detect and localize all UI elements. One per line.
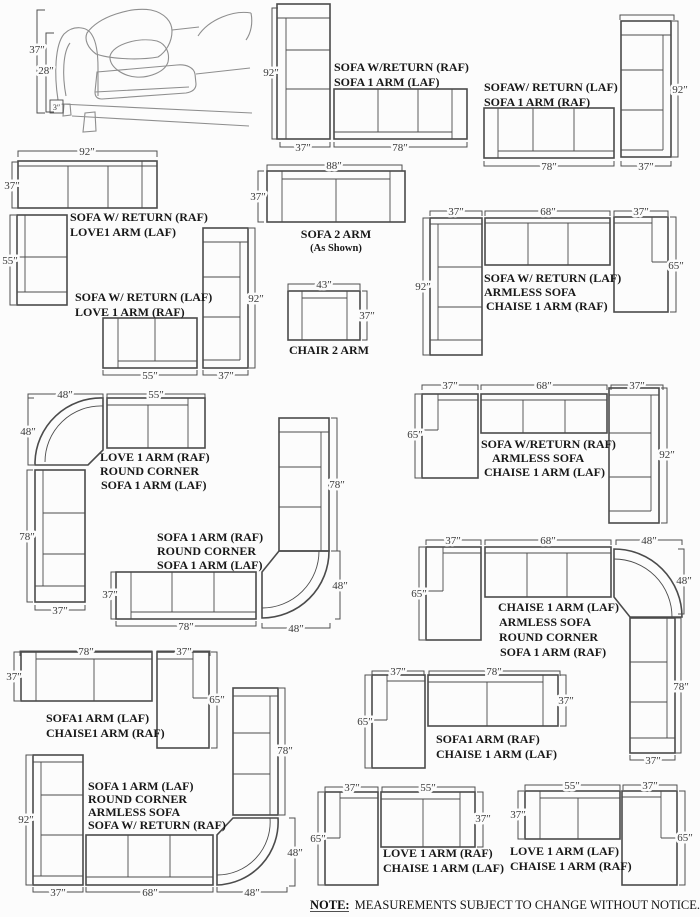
config-label: LOVE 1 ARM (RAF) bbox=[383, 846, 493, 860]
arm-crease bbox=[64, 43, 70, 96]
sofa-piece bbox=[630, 618, 675, 753]
config-label: SOFA1 ARM (LAF) bbox=[46, 711, 150, 725]
dim-label: 28″ bbox=[38, 65, 54, 77]
dim-brackets bbox=[288, 284, 367, 340]
dim-label: 48″ bbox=[641, 535, 657, 547]
dim-label: 48″ bbox=[57, 389, 73, 401]
dim-label: 92″ bbox=[659, 449, 675, 461]
dim-label: 37″ bbox=[250, 191, 266, 203]
front-leg bbox=[83, 112, 96, 132]
config-label: CHAISE1 ARM (RAF) bbox=[46, 726, 165, 740]
dim-label: 55″ bbox=[420, 782, 436, 794]
config-return-raf-armless-chaise-laf bbox=[407, 380, 675, 523]
piece-detail-lines bbox=[302, 291, 347, 340]
dim-label: 78″ bbox=[486, 666, 502, 678]
config-label: ARMLESS SOFA bbox=[88, 805, 181, 819]
config-label: SOFAW/ RETURN (LAF) bbox=[484, 80, 618, 94]
chaise-piece bbox=[157, 652, 209, 748]
dim-label: 65″ bbox=[209, 694, 225, 706]
sofa-piece bbox=[428, 675, 558, 726]
config-label: CHAISE 1 ARM (LAF) bbox=[498, 600, 620, 614]
config-label: SOFA W/RETURN (RAF) bbox=[334, 60, 469, 74]
dim-label: 78″ bbox=[392, 142, 408, 154]
dim-label: 88″ bbox=[326, 160, 342, 172]
sofa-illustration bbox=[29, 9, 252, 132]
piece-detail-lines bbox=[36, 652, 209, 701]
dim-label: 92″ bbox=[248, 293, 264, 305]
dim-label: 37″ bbox=[633, 206, 649, 218]
config-label: SOFA W/ RETURN (RAF) bbox=[88, 818, 226, 832]
dim-label: 37″ bbox=[645, 755, 661, 767]
love-piece bbox=[17, 215, 67, 305]
sofa-return-piece bbox=[621, 21, 671, 157]
piece-detail-lines bbox=[372, 675, 543, 726]
config-sofa-w-return-raf--sofa-1-arm-laf bbox=[263, 4, 469, 154]
config-label: ROUND CORNER bbox=[88, 792, 187, 806]
dim-label: 92″ bbox=[18, 814, 34, 826]
corner-piece bbox=[217, 818, 278, 885]
dim-label: 37″ bbox=[558, 695, 574, 707]
sofa-return-piece bbox=[277, 4, 330, 139]
dim-label: 48″ bbox=[20, 426, 36, 438]
config-label: LOVE 1 ARM (RAF) bbox=[75, 305, 185, 319]
deck-lines bbox=[60, 12, 252, 126]
config-label: SOFA 1 ARM (LAF) bbox=[334, 75, 440, 89]
config-label: SOFA W/ RETURN (RAF) bbox=[70, 210, 208, 224]
dim-label: 78″ bbox=[329, 479, 345, 491]
sofa-piece-vertical bbox=[279, 418, 329, 551]
dim-label: 68″ bbox=[540, 206, 556, 218]
config-label: ROUND CORNER bbox=[100, 464, 199, 478]
dim-label: 48″ bbox=[287, 847, 303, 859]
config-label: SOFA 1 ARM (LAF) bbox=[157, 558, 263, 572]
arm-outline bbox=[56, 28, 98, 100]
piece-detail-lines bbox=[282, 171, 390, 222]
chaise-piece bbox=[426, 547, 481, 640]
dim-label: 37″ bbox=[642, 780, 658, 792]
dim-label: 68″ bbox=[142, 887, 158, 899]
dim-label: 37″ bbox=[176, 646, 192, 658]
config-label: SOFA W/ RETURN (LAF) bbox=[75, 290, 213, 304]
config-sofa-raf-chaise-laf bbox=[357, 666, 574, 768]
config-label: CHAISE 1 ARM (RAF) bbox=[510, 859, 632, 873]
config-love-raf-chaise-laf bbox=[310, 782, 504, 885]
config-love-raf-round-corner-sofa-laf bbox=[19, 389, 209, 617]
dim-label: 55″ bbox=[2, 255, 18, 267]
config-label: SOFA W/RETURN (RAF) bbox=[481, 437, 616, 451]
note-text bbox=[310, 898, 700, 912]
config-label: SOFA W/ RETURN (LAF) bbox=[484, 271, 622, 285]
dim-label: 78″ bbox=[277, 745, 293, 757]
chaise-piece bbox=[614, 217, 668, 312]
piece-detail-lines bbox=[325, 792, 460, 847]
dim-label: 48″ bbox=[332, 580, 348, 592]
dim-label: 55″ bbox=[142, 370, 158, 382]
note-prefix: NOTE: bbox=[310, 898, 350, 912]
dim-label: 92″ bbox=[672, 84, 688, 96]
dim-label: 65″ bbox=[411, 588, 427, 600]
chaise-piece bbox=[325, 792, 378, 885]
seat-cushion bbox=[95, 65, 196, 99]
dim-label: 55″ bbox=[148, 389, 164, 401]
love-piece bbox=[103, 318, 197, 368]
dim-label: 48″ bbox=[676, 575, 692, 587]
dim-label: 78″ bbox=[178, 621, 194, 633]
config-label: SOFA 1 ARM (RAF) bbox=[500, 645, 607, 659]
dim-label: 37″ bbox=[448, 206, 464, 218]
dim-label: 78″ bbox=[673, 681, 689, 693]
dim-label: 37″ bbox=[629, 380, 645, 392]
dim-label: 37″ bbox=[638, 161, 654, 173]
config-label: CHAISE 1 ARM (LAF) bbox=[383, 861, 505, 875]
dim-label: 65″ bbox=[677, 832, 693, 844]
dim-label: 37″ bbox=[102, 589, 118, 601]
dim-label: 92″ bbox=[263, 67, 279, 79]
config-sofa-laf-chaise-raf bbox=[6, 646, 225, 748]
config-label: LOVE 1 ARM (RAF) bbox=[100, 450, 210, 464]
footer-note bbox=[310, 898, 700, 912]
config-label: SOFA 1 ARM (LAF) bbox=[88, 779, 194, 793]
dim-label: 37″ bbox=[445, 535, 461, 547]
sofa-return-piece bbox=[33, 755, 83, 885]
corner-piece bbox=[262, 551, 329, 618]
love-piece bbox=[107, 398, 205, 448]
corner-piece bbox=[614, 549, 682, 617]
love-piece bbox=[381, 792, 475, 847]
sofa-return-piece bbox=[609, 388, 659, 523]
config-sofa-w-return-laf--sofa-1-arm-raf bbox=[484, 15, 688, 173]
dim-label: 37″ bbox=[442, 380, 458, 392]
armless-piece bbox=[86, 835, 213, 885]
dim-label: 68″ bbox=[536, 380, 552, 392]
sofa-piece bbox=[334, 89, 467, 139]
dim-label: 37″ bbox=[50, 887, 66, 899]
dim-label: 37″ bbox=[6, 671, 22, 683]
config-label: ROUND CORNER bbox=[157, 544, 256, 558]
sofa-piece bbox=[18, 161, 157, 208]
armless-piece bbox=[485, 218, 610, 265]
config-label: CHAISE 1 ARM (LAF) bbox=[436, 747, 558, 761]
back-pillow bbox=[86, 9, 172, 58]
dim-label: 37″ bbox=[29, 44, 45, 56]
config-label: (As Shown) bbox=[310, 243, 362, 254]
config-label: SOFA 1 ARM (RAF) bbox=[157, 530, 264, 544]
config-chair-2-arm bbox=[288, 279, 375, 357]
dim-label: 68″ bbox=[540, 535, 556, 547]
dim-brackets bbox=[37, 10, 54, 113]
corner-back-line bbox=[45, 406, 103, 462]
armless-piece bbox=[485, 547, 611, 597]
note-body: MEASUREMENTS SUBJECT TO CHANGE WITHOUT NOTICE. bbox=[354, 898, 700, 912]
config-label: SOFA 1 ARM (RAF) bbox=[484, 95, 591, 109]
config-label: LOVE 1 ARM (LAF) bbox=[510, 844, 619, 858]
chaise-piece bbox=[422, 394, 478, 478]
dim-label: 65″ bbox=[407, 429, 423, 441]
dim-label: 65″ bbox=[668, 260, 684, 272]
config-label: LOVE1 ARM (LAF) bbox=[70, 225, 176, 239]
sofa-piece bbox=[35, 470, 85, 602]
dim-label: 37″ bbox=[218, 370, 234, 382]
dim-label: 55″ bbox=[564, 780, 580, 792]
dim-label: 92″ bbox=[79, 146, 95, 158]
config-love-laf-chaise-raf bbox=[510, 780, 693, 885]
config-sofa-w-return-laf--love-1-arm-raf bbox=[75, 228, 264, 382]
dim-label: 37″ bbox=[359, 310, 375, 322]
back-leg bbox=[63, 104, 71, 116]
config-label: CHAISE 1 ARM (RAF) bbox=[486, 299, 608, 313]
dim-label: 37″ bbox=[295, 142, 311, 154]
dim-label: 65″ bbox=[310, 833, 326, 845]
dim-label: 78″ bbox=[78, 646, 94, 658]
config-label: CHAISE 1 ARM (LAF) bbox=[484, 465, 606, 479]
dim-label: 3″ bbox=[52, 103, 61, 112]
config-label: ARMLESS SOFA bbox=[484, 285, 577, 299]
dim-brackets bbox=[258, 165, 402, 222]
config-label: SOFA1 ARM (RAF) bbox=[436, 732, 540, 746]
corner-back-line bbox=[262, 551, 319, 608]
dim-label: 92″ bbox=[415, 281, 431, 293]
config-label: ARMLESS SOFA bbox=[492, 451, 585, 465]
dim-label: 37″ bbox=[52, 605, 68, 617]
dim-label: 37″ bbox=[475, 813, 491, 825]
dim-label: 78″ bbox=[541, 161, 557, 173]
config-label: SOFA 2 ARM bbox=[300, 227, 372, 241]
config-return-laf-armless-chaise-raf bbox=[415, 206, 684, 355]
config-label: SOFA 1 ARM (LAF) bbox=[101, 478, 207, 492]
sofa-piece bbox=[484, 108, 614, 158]
dim-label: 78″ bbox=[19, 531, 35, 543]
piece-detail-lines bbox=[540, 791, 677, 839]
chaise-piece bbox=[372, 675, 425, 768]
dim-label: 37″ bbox=[4, 180, 20, 192]
sofa-piece bbox=[233, 688, 278, 815]
dim-label: 65″ bbox=[357, 716, 373, 728]
dim-label: 48″ bbox=[288, 623, 304, 635]
dim-label: 48″ bbox=[244, 887, 260, 899]
config-sofa-2-arm bbox=[250, 160, 405, 254]
dim-label: 43″ bbox=[316, 279, 332, 291]
dim-label: 37″ bbox=[390, 666, 406, 678]
config-label: ARMLESS SOFA bbox=[499, 615, 592, 629]
config-sofa-w-return-raf--love-1-arm-laf bbox=[2, 146, 208, 305]
dim-label: 37″ bbox=[510, 809, 526, 821]
dim-label: 37″ bbox=[344, 782, 360, 794]
config-label: ROUND CORNER bbox=[499, 630, 598, 644]
config-label: CHAIR 2 ARM bbox=[289, 343, 369, 357]
